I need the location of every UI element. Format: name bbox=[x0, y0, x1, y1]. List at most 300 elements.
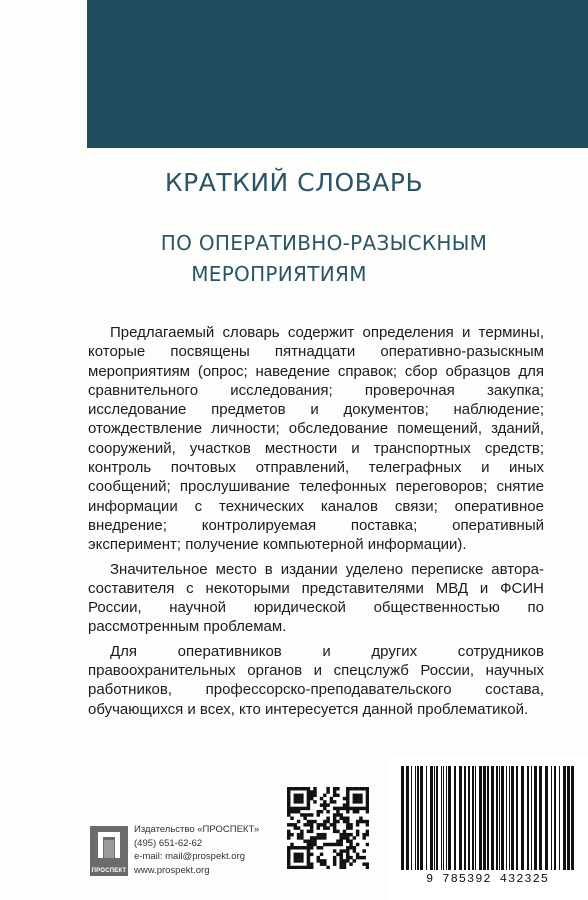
qr-module bbox=[336, 810, 339, 813]
qr-module bbox=[346, 849, 349, 852]
qr-module bbox=[297, 853, 300, 856]
qr-module bbox=[287, 856, 290, 859]
barcode-bar bbox=[527, 766, 529, 870]
qr-module bbox=[303, 866, 306, 869]
qr-module bbox=[307, 797, 310, 800]
cover-color-band bbox=[87, 0, 588, 148]
qr-module bbox=[366, 833, 369, 836]
qr-module bbox=[320, 859, 323, 862]
qr-module bbox=[366, 794, 369, 797]
qr-module bbox=[353, 794, 356, 797]
qr-module bbox=[323, 859, 326, 862]
qr-module bbox=[294, 856, 297, 859]
qr-module bbox=[349, 823, 352, 826]
qr-module bbox=[346, 859, 349, 862]
qr-module bbox=[294, 787, 297, 790]
barcode-bar bbox=[567, 766, 570, 870]
barcode-bar bbox=[475, 766, 476, 870]
qr-module bbox=[313, 787, 316, 790]
barcode-bar bbox=[406, 766, 409, 870]
qr-module bbox=[353, 846, 356, 849]
qr-module bbox=[320, 797, 323, 800]
qr-module bbox=[356, 800, 359, 803]
qr-module bbox=[307, 866, 310, 869]
qr-module bbox=[346, 846, 349, 849]
qr-module bbox=[356, 820, 359, 823]
qr-module bbox=[339, 859, 342, 862]
qr-module bbox=[313, 800, 316, 803]
logo-label: ПРОСПЕКТ bbox=[91, 868, 127, 874]
qr-module bbox=[349, 839, 352, 842]
qr-module bbox=[310, 836, 313, 839]
qr-module bbox=[326, 817, 329, 820]
qr-module bbox=[310, 794, 313, 797]
qr-module bbox=[300, 836, 303, 839]
qr-module bbox=[287, 859, 290, 862]
qr-module bbox=[317, 833, 320, 836]
qr-code-graphic bbox=[287, 787, 369, 869]
qr-module bbox=[346, 794, 349, 797]
qr-module bbox=[297, 787, 300, 790]
qr-module bbox=[330, 797, 333, 800]
qr-module bbox=[290, 817, 293, 820]
qr-module bbox=[346, 787, 349, 790]
qr-module bbox=[317, 813, 320, 816]
barcode-bar bbox=[436, 766, 438, 870]
qr-module bbox=[339, 866, 342, 869]
qr-module bbox=[320, 833, 323, 836]
qr-module bbox=[307, 820, 310, 823]
barcode-bar bbox=[491, 766, 494, 870]
qr-module bbox=[300, 846, 303, 849]
qr-module bbox=[356, 810, 359, 813]
qr-module bbox=[336, 830, 339, 833]
barcode-bar bbox=[448, 766, 451, 870]
qr-module bbox=[290, 843, 293, 846]
qr-module bbox=[326, 803, 329, 806]
qr-module bbox=[320, 803, 323, 806]
qr-module bbox=[359, 794, 362, 797]
qr-module bbox=[317, 810, 320, 813]
qr-module bbox=[362, 856, 365, 859]
qr-module bbox=[362, 849, 365, 852]
qr-module bbox=[356, 823, 359, 826]
qr-module bbox=[343, 817, 346, 820]
qr-module bbox=[287, 823, 290, 826]
qr-module bbox=[300, 807, 303, 810]
barcode-bar bbox=[506, 766, 507, 870]
qr-module bbox=[362, 807, 365, 810]
barcode-bar bbox=[509, 766, 510, 870]
qr-module bbox=[300, 853, 303, 856]
barcode-bar bbox=[554, 766, 556, 870]
qr-module bbox=[333, 817, 336, 820]
qr-module bbox=[349, 856, 352, 859]
qr-module bbox=[366, 800, 369, 803]
barcode-bar bbox=[454, 766, 456, 870]
qr-module bbox=[323, 836, 326, 839]
barcode-bar bbox=[411, 766, 412, 870]
qr-module bbox=[362, 787, 365, 790]
qr-module bbox=[310, 839, 313, 842]
barcode-bar bbox=[511, 766, 514, 870]
qr-module bbox=[343, 849, 346, 852]
qr-module bbox=[353, 807, 356, 810]
qr-module bbox=[346, 810, 349, 813]
qr-module bbox=[297, 856, 300, 859]
qr-module bbox=[287, 853, 290, 856]
qr-module bbox=[300, 866, 303, 869]
qr-module bbox=[307, 853, 310, 856]
prospekt-logo-graphic bbox=[90, 826, 128, 866]
barcode-bar bbox=[479, 766, 482, 870]
barcode-bar bbox=[563, 766, 566, 870]
qr-module bbox=[307, 803, 310, 806]
qr-module bbox=[290, 810, 293, 813]
qr-module bbox=[353, 849, 356, 852]
qr-module bbox=[326, 843, 329, 846]
qr-module bbox=[303, 839, 306, 842]
barcode-bar bbox=[430, 766, 433, 870]
qr-module bbox=[303, 807, 306, 810]
qr-module bbox=[349, 846, 352, 849]
qr-module bbox=[330, 843, 333, 846]
qr-module bbox=[339, 833, 342, 836]
qr-module bbox=[343, 820, 346, 823]
qr-module bbox=[343, 836, 346, 839]
qr-module bbox=[349, 807, 352, 810]
qr-module bbox=[333, 807, 336, 810]
barcode-bar bbox=[499, 766, 500, 870]
qr-module bbox=[362, 836, 365, 839]
barcode-bar bbox=[571, 766, 574, 870]
book-subtitle bbox=[0, 228, 588, 290]
qr-module bbox=[287, 803, 290, 806]
qr-module bbox=[294, 866, 297, 869]
qr-module bbox=[343, 862, 346, 865]
qr-module bbox=[359, 820, 362, 823]
barcode-bar bbox=[434, 766, 435, 870]
qr-module bbox=[290, 807, 293, 810]
qr-module bbox=[307, 843, 310, 846]
qr-module bbox=[336, 794, 339, 797]
barcode-bar bbox=[464, 766, 466, 870]
qr-module bbox=[300, 859, 303, 862]
qr-module bbox=[307, 830, 310, 833]
subtitle-line-2: МЕРОПРИЯТИЯМ bbox=[191, 262, 367, 286]
qr-module bbox=[366, 790, 369, 793]
qr-module bbox=[333, 849, 336, 852]
qr-module bbox=[346, 853, 349, 856]
qr-module bbox=[356, 787, 359, 790]
qr-module bbox=[339, 813, 342, 816]
qr-module bbox=[320, 836, 323, 839]
qr-module bbox=[310, 823, 313, 826]
qr-module bbox=[346, 820, 349, 823]
qr-module bbox=[303, 817, 306, 820]
qr-module bbox=[366, 807, 369, 810]
qr-module bbox=[287, 866, 290, 869]
qr-module bbox=[333, 830, 336, 833]
qr-module bbox=[300, 787, 303, 790]
barcode-bar bbox=[446, 766, 447, 870]
qr-module bbox=[307, 862, 310, 865]
qr-module bbox=[294, 846, 297, 849]
qr-module bbox=[346, 856, 349, 859]
qr-module bbox=[294, 807, 297, 810]
qr-module bbox=[326, 826, 329, 829]
qr-module bbox=[313, 843, 316, 846]
qr-module bbox=[303, 787, 306, 790]
qr-module bbox=[300, 813, 303, 816]
qr-module bbox=[323, 862, 326, 865]
qr-module bbox=[287, 790, 290, 793]
barcode-bar bbox=[551, 766, 552, 870]
qr-module bbox=[307, 794, 310, 797]
qr-module bbox=[297, 826, 300, 829]
qr-module bbox=[343, 797, 346, 800]
book-title: КРАТКИЙ СЛОВАРЬ bbox=[164, 168, 424, 197]
qr-module bbox=[333, 790, 336, 793]
qr-module bbox=[346, 790, 349, 793]
qr-module bbox=[366, 843, 369, 846]
qr-module bbox=[297, 800, 300, 803]
qr-module bbox=[307, 839, 310, 842]
qr-module bbox=[349, 787, 352, 790]
qr-module bbox=[287, 846, 290, 849]
qr-module bbox=[307, 846, 310, 849]
qr-module bbox=[307, 856, 310, 859]
qr-module bbox=[317, 856, 320, 859]
qr-module bbox=[346, 807, 349, 810]
qr-module bbox=[349, 826, 352, 829]
barcode-bar bbox=[459, 766, 462, 870]
qr-module bbox=[359, 797, 362, 800]
qr-module bbox=[297, 810, 300, 813]
qr-module bbox=[339, 843, 342, 846]
qr-module bbox=[353, 836, 356, 839]
qr-module bbox=[326, 810, 329, 813]
qr-module bbox=[333, 826, 336, 829]
qr-module bbox=[287, 794, 290, 797]
qr-module bbox=[333, 843, 336, 846]
barcode-bar bbox=[531, 766, 532, 870]
qr-module bbox=[362, 862, 365, 865]
qr-module bbox=[300, 800, 303, 803]
qr-module bbox=[326, 820, 329, 823]
qr-module bbox=[310, 790, 313, 793]
qr-module bbox=[339, 836, 342, 839]
publisher-phone: (495) 651-62-62 bbox=[134, 837, 203, 849]
qr-module bbox=[300, 794, 303, 797]
qr-module bbox=[307, 807, 310, 810]
qr-module bbox=[336, 853, 339, 856]
annotation-paragraph-2: Значительное место в издании уделено переписке автора-составителя с некоторыми представителями МВД и ФСИН России, научной юридической общественностью по рассмотренным проблемам. bbox=[88, 560, 544, 636]
qr-module bbox=[326, 866, 329, 869]
qr-module bbox=[333, 794, 336, 797]
isbn-number: 9 785392 432325 bbox=[425, 872, 550, 886]
qr-module bbox=[333, 859, 336, 862]
barcode-bar bbox=[401, 766, 404, 870]
qr-module bbox=[343, 833, 346, 836]
annotation-paragraph-1: Предлагаемый словарь содержит определения и термины, которые посвящены пятнадцати оперативно-разыскным мероприятиям (опрос; наведение справок; сбор образцов для сравнительного исследования; проверочная закупка; исследование предметов и документов; наблюдение; отождествление личности; обследование помещений, зданий, сооружений, участков местности и транспортных средств; контроль почтовых отправлений, телеграфных и иных сообщений; прослушивание телефонных переговоров; снятие информации с технических каналов связи; оперативное внедрение; контролируемая поставка; оперативный эксперимент; получение компьютерной информации). bbox=[88, 324, 544, 554]
qr-module bbox=[323, 843, 326, 846]
barcode-bar bbox=[483, 766, 486, 870]
qr-module bbox=[320, 862, 323, 865]
qr-code-icon bbox=[287, 787, 369, 869]
qr-module bbox=[310, 830, 313, 833]
qr-module bbox=[323, 794, 326, 797]
qr-module bbox=[297, 836, 300, 839]
qr-module bbox=[317, 823, 320, 826]
qr-module bbox=[366, 797, 369, 800]
barcode-icon bbox=[387, 756, 588, 900]
qr-module bbox=[356, 807, 359, 810]
qr-module bbox=[323, 820, 326, 823]
qr-module bbox=[359, 817, 362, 820]
qr-module bbox=[297, 820, 300, 823]
qr-module bbox=[366, 862, 369, 865]
qr-module bbox=[290, 823, 293, 826]
qr-module bbox=[356, 830, 359, 833]
barcode-bar bbox=[443, 766, 444, 870]
qr-module bbox=[323, 833, 326, 836]
qr-module bbox=[294, 794, 297, 797]
qr-module bbox=[317, 846, 320, 849]
qr-module bbox=[336, 807, 339, 810]
qr-module bbox=[317, 836, 320, 839]
qr-module bbox=[290, 833, 293, 836]
qr-module bbox=[339, 807, 342, 810]
barcode-bar bbox=[496, 766, 498, 870]
subtitle-line-1: ПО ОПЕРАТИВНО-РАЗЫСКНЫМ bbox=[160, 231, 488, 255]
qr-module bbox=[287, 807, 290, 810]
qr-module bbox=[297, 797, 300, 800]
qr-module bbox=[346, 817, 349, 820]
qr-module bbox=[287, 810, 290, 813]
qr-module bbox=[320, 810, 323, 813]
qr-module bbox=[294, 859, 297, 862]
qr-module bbox=[346, 803, 349, 806]
qr-module bbox=[339, 817, 342, 820]
qr-module bbox=[366, 820, 369, 823]
qr-module bbox=[317, 826, 320, 829]
qr-module bbox=[346, 797, 349, 800]
qr-module bbox=[300, 833, 303, 836]
qr-module bbox=[290, 866, 293, 869]
qr-module bbox=[323, 807, 326, 810]
qr-module bbox=[346, 839, 349, 842]
qr-module bbox=[290, 787, 293, 790]
barcode-bar bbox=[468, 766, 470, 870]
qr-module bbox=[339, 849, 342, 852]
qr-module bbox=[339, 839, 342, 842]
qr-module bbox=[349, 833, 352, 836]
qr-module bbox=[294, 797, 297, 800]
qr-module bbox=[336, 820, 339, 823]
qr-module bbox=[300, 830, 303, 833]
qr-module bbox=[310, 813, 313, 816]
qr-module bbox=[313, 794, 316, 797]
qr-module bbox=[366, 823, 369, 826]
qr-module bbox=[313, 836, 316, 839]
barcode-bar bbox=[426, 766, 427, 870]
prospekt-logo-icon bbox=[90, 826, 128, 876]
qr-module bbox=[307, 849, 310, 852]
qr-module bbox=[297, 846, 300, 849]
qr-module bbox=[336, 843, 339, 846]
qr-module bbox=[343, 807, 346, 810]
qr-module bbox=[366, 803, 369, 806]
qr-module bbox=[297, 866, 300, 869]
qr-module bbox=[346, 833, 349, 836]
qr-module bbox=[303, 813, 306, 816]
qr-module bbox=[323, 800, 326, 803]
qr-module bbox=[356, 794, 359, 797]
qr-module bbox=[307, 800, 310, 803]
qr-module bbox=[330, 823, 333, 826]
barcode-bar bbox=[534, 766, 537, 870]
qr-module bbox=[343, 830, 346, 833]
barcode-bar bbox=[501, 766, 504, 870]
barcode-bar bbox=[545, 766, 548, 870]
qr-module bbox=[349, 862, 352, 865]
qr-module bbox=[336, 839, 339, 842]
qr-module bbox=[356, 843, 359, 846]
qr-module bbox=[359, 800, 362, 803]
qr-module bbox=[313, 820, 316, 823]
qr-module bbox=[307, 859, 310, 862]
qr-module bbox=[333, 856, 336, 859]
barcode-bar bbox=[516, 766, 518, 870]
qr-module bbox=[346, 836, 349, 839]
qr-module bbox=[317, 859, 320, 862]
qr-module bbox=[310, 820, 313, 823]
qr-module bbox=[353, 800, 356, 803]
qr-module bbox=[336, 813, 339, 816]
qr-module bbox=[330, 800, 333, 803]
qr-module bbox=[290, 846, 293, 849]
qr-module bbox=[346, 826, 349, 829]
qr-module bbox=[339, 856, 342, 859]
barcode-bar bbox=[420, 766, 423, 870]
barcode-bars bbox=[397, 766, 578, 870]
qr-module bbox=[307, 813, 310, 816]
qr-module bbox=[294, 800, 297, 803]
publisher-email: e-mail: mail@prospekt.org bbox=[134, 851, 246, 862]
qr-module bbox=[303, 846, 306, 849]
qr-module bbox=[294, 826, 297, 829]
qr-module bbox=[362, 820, 365, 823]
qr-module bbox=[320, 846, 323, 849]
qr-module bbox=[287, 797, 290, 800]
qr-module bbox=[310, 843, 313, 846]
qr-module bbox=[353, 787, 356, 790]
qr-module bbox=[303, 823, 306, 826]
qr-module bbox=[294, 810, 297, 813]
qr-module bbox=[366, 830, 369, 833]
qr-module bbox=[297, 859, 300, 862]
qr-module bbox=[356, 853, 359, 856]
qr-module bbox=[336, 787, 339, 790]
qr-module bbox=[356, 856, 359, 859]
qr-module bbox=[343, 859, 346, 862]
qr-module bbox=[307, 823, 310, 826]
qr-module bbox=[297, 807, 300, 810]
qr-module bbox=[362, 833, 365, 836]
qr-module bbox=[313, 839, 316, 842]
barcode-bar bbox=[441, 766, 442, 870]
